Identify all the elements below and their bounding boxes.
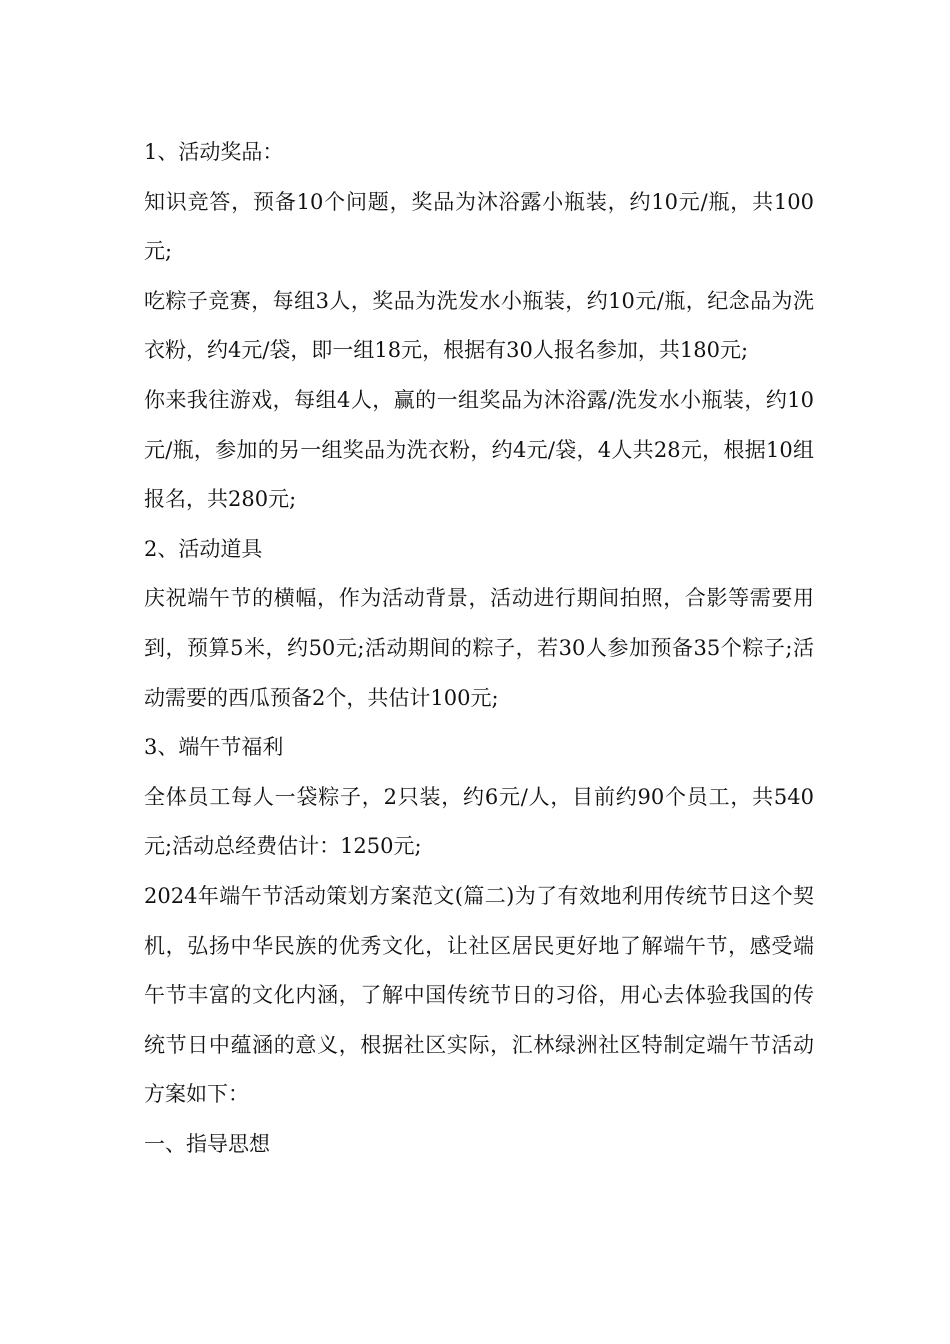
paragraph-zongzi-contest: 吃粽子竞赛，每组3人，奖品为洗发水小瓶装，约10元/瓶，纪念品为洗衣粉，约4元/袋，即一组18元，根据有30人报名参加，共180元; (144, 288, 814, 363)
paragraph-plan-two-intro: 2024年端午节活动策划方案范文(篇二)为了有效地利用传统节日这个契机，弘扬中华民族的优秀文化，让社区居民更好地了解端午节，感受端午节丰富的文化内涵，了解中国传统节日的习俗，用心去体验我国的传统节日中蕴涵的意义，根据社区实际，汇林绿洲社区特制定端午节活动方案如下： (144, 883, 814, 1107)
document-body (144, 128, 814, 1169)
paragraph-props: 庆祝端午节的横幅，作为活动背景，活动进行期间拍照，合影等需要用到，预算5米，约50元;活动期间的粽子，若30人参加预备35个粽子;活动需要的西瓜预备2个，共估计100元; (144, 586, 814, 710)
paragraph-game-prizes: 你来我往游戏，每组4人，赢的一组奖品为沐浴露/洗发水小瓶装，约10元/瓶，参加的另一组奖品为洗衣粉，约4元/袋，4人共28元，根据10组报名，共280元; (144, 387, 814, 512)
heading-props: 2、活动道具 (144, 536, 263, 561)
heading-prizes: 1、活动奖品： (144, 140, 284, 164)
paragraph-welfare: 全体员工每人一袋粽子，2只装，约6元/人，目前约90个员工，共540元;活动总经费估计：1250元; (144, 784, 814, 859)
paragraph-quiz-prizes: 知识竞答，预备10个问题，奖品为沐浴露小瓶装，约10元/瓶，共100元; (144, 189, 814, 264)
heading-welfare: 3、端午节福利 (144, 735, 284, 760)
heading-guiding-ideology: 一、指导思想 (144, 1131, 270, 1156)
